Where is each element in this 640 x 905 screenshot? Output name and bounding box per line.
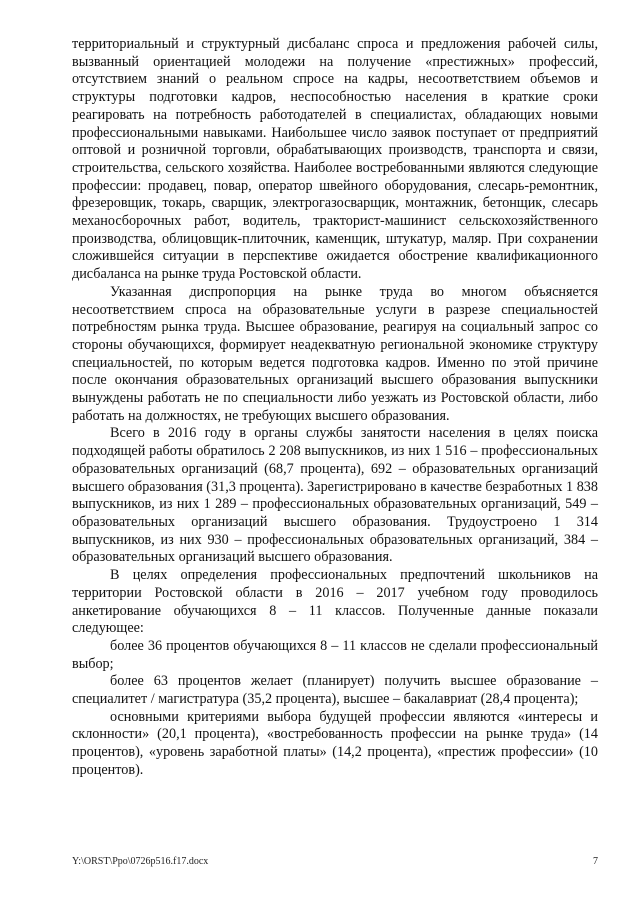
page-number: 7 xyxy=(593,856,598,867)
paragraph-employment-stats: Всего в 2016 году в органы службы занятости населения в целях поиска подходящей работы обратилось 2 208 выпускников, из них 1 516 – профессиональных образовательных организаций (68,7 процента), 692 – образовательных организаций высшего образования (31,3 процента). Зарегистрировано в качестве безработных 1 838 выпускников, из них 1 289 – профессиональных образовательных организаций, 549 – образовательных организаций высшего образования. Трудоустроено 1 314 выпускников, из них 930 – профессиональных образовательных организаций, 384 – образовательных организаций высшего образования. xyxy=(72,425,598,566)
list-item: более 36 процентов обучающихся 8 – 11 классов не сделали профессиональный выбор; xyxy=(72,637,598,672)
file-path: Y:\ORST\Ppo\0726p516.f17.docx xyxy=(72,856,209,867)
list-item: основными критериями выбора будущей профессии являются «интересы и склонности» (20,1 процента), «востребованность профессии на рынке труда» (14 процентов), «уровень заработной платы» (14,2 процента), «престиж профессии» (10 процентов). xyxy=(72,708,598,778)
page-footer xyxy=(72,856,598,867)
paragraph-continuation: территориальный и структурный дисбаланс спроса и предложения рабочей силы, вызванный ориентацией молодежи на получение «престижных» профессий, отсутствием знаний о реальном спросе на кадры, несоответствием объемов и структуры подготовки кадров, неспособностью населения в краткие сроки реагировать на потребность работодателей в специалистах, обладающих новыми профессиональными навыками. Наибольшее число заявок поступает от предприятий оптовой и розничной торговли, обрабатывающих производств, транспорта и связи, строительства, сельского хозяйства. Наиболее востребованными являются следующие профессии: продавец, повар, оператор швейного оборудования, слесарь-ремонтник, фрезеровщик, токарь, сварщик, электрогазосварщик, монтажник, бетонщик, слесарь механосборочных работ, водитель, тракторист-машинист сельскохозяйственного производства, облицовщик-плиточник, каменщик, штукатур, маляр. При сохранении сложившейся ситуации в перспективе ожидается обострение квалификационного дисбаланса на рынке труда Ростовской области. xyxy=(72,36,598,283)
paragraph-survey-intro: В целях определения профессиональных предпочтений школьников на территории Ростовской области в 2016 – 2017 учебном году проводилось анкетирование обучающихся 8 – 11 классов. Полученные данные показали следующее: xyxy=(72,567,598,637)
list-item: более 63 процентов желает (планирует) получить высшее образование – специалитет / магистратура (35,2 процента), высшее – бакалавриат (28,4 процента); xyxy=(72,673,598,708)
document-body xyxy=(72,36,598,780)
paragraph-disproportion: Указанная диспропорция на рынке труда во многом объясняется несоответствием спроса на образовательные услуги в разрезе специальностей потребностям рынка труда. Высшее образование, реагируя на социальный запрос со стороны обучающихся, формирует неадекватную региональной экономике структуру специальностей, по которым ведется подготовка кадров. Именно по этой причине после окончания образовательных организаций высшего образования выпускники вынуждены работать не по специальности либо уезжать из Ростовской области, либо работать на должностях, не требующих высшего образования. xyxy=(72,283,598,424)
